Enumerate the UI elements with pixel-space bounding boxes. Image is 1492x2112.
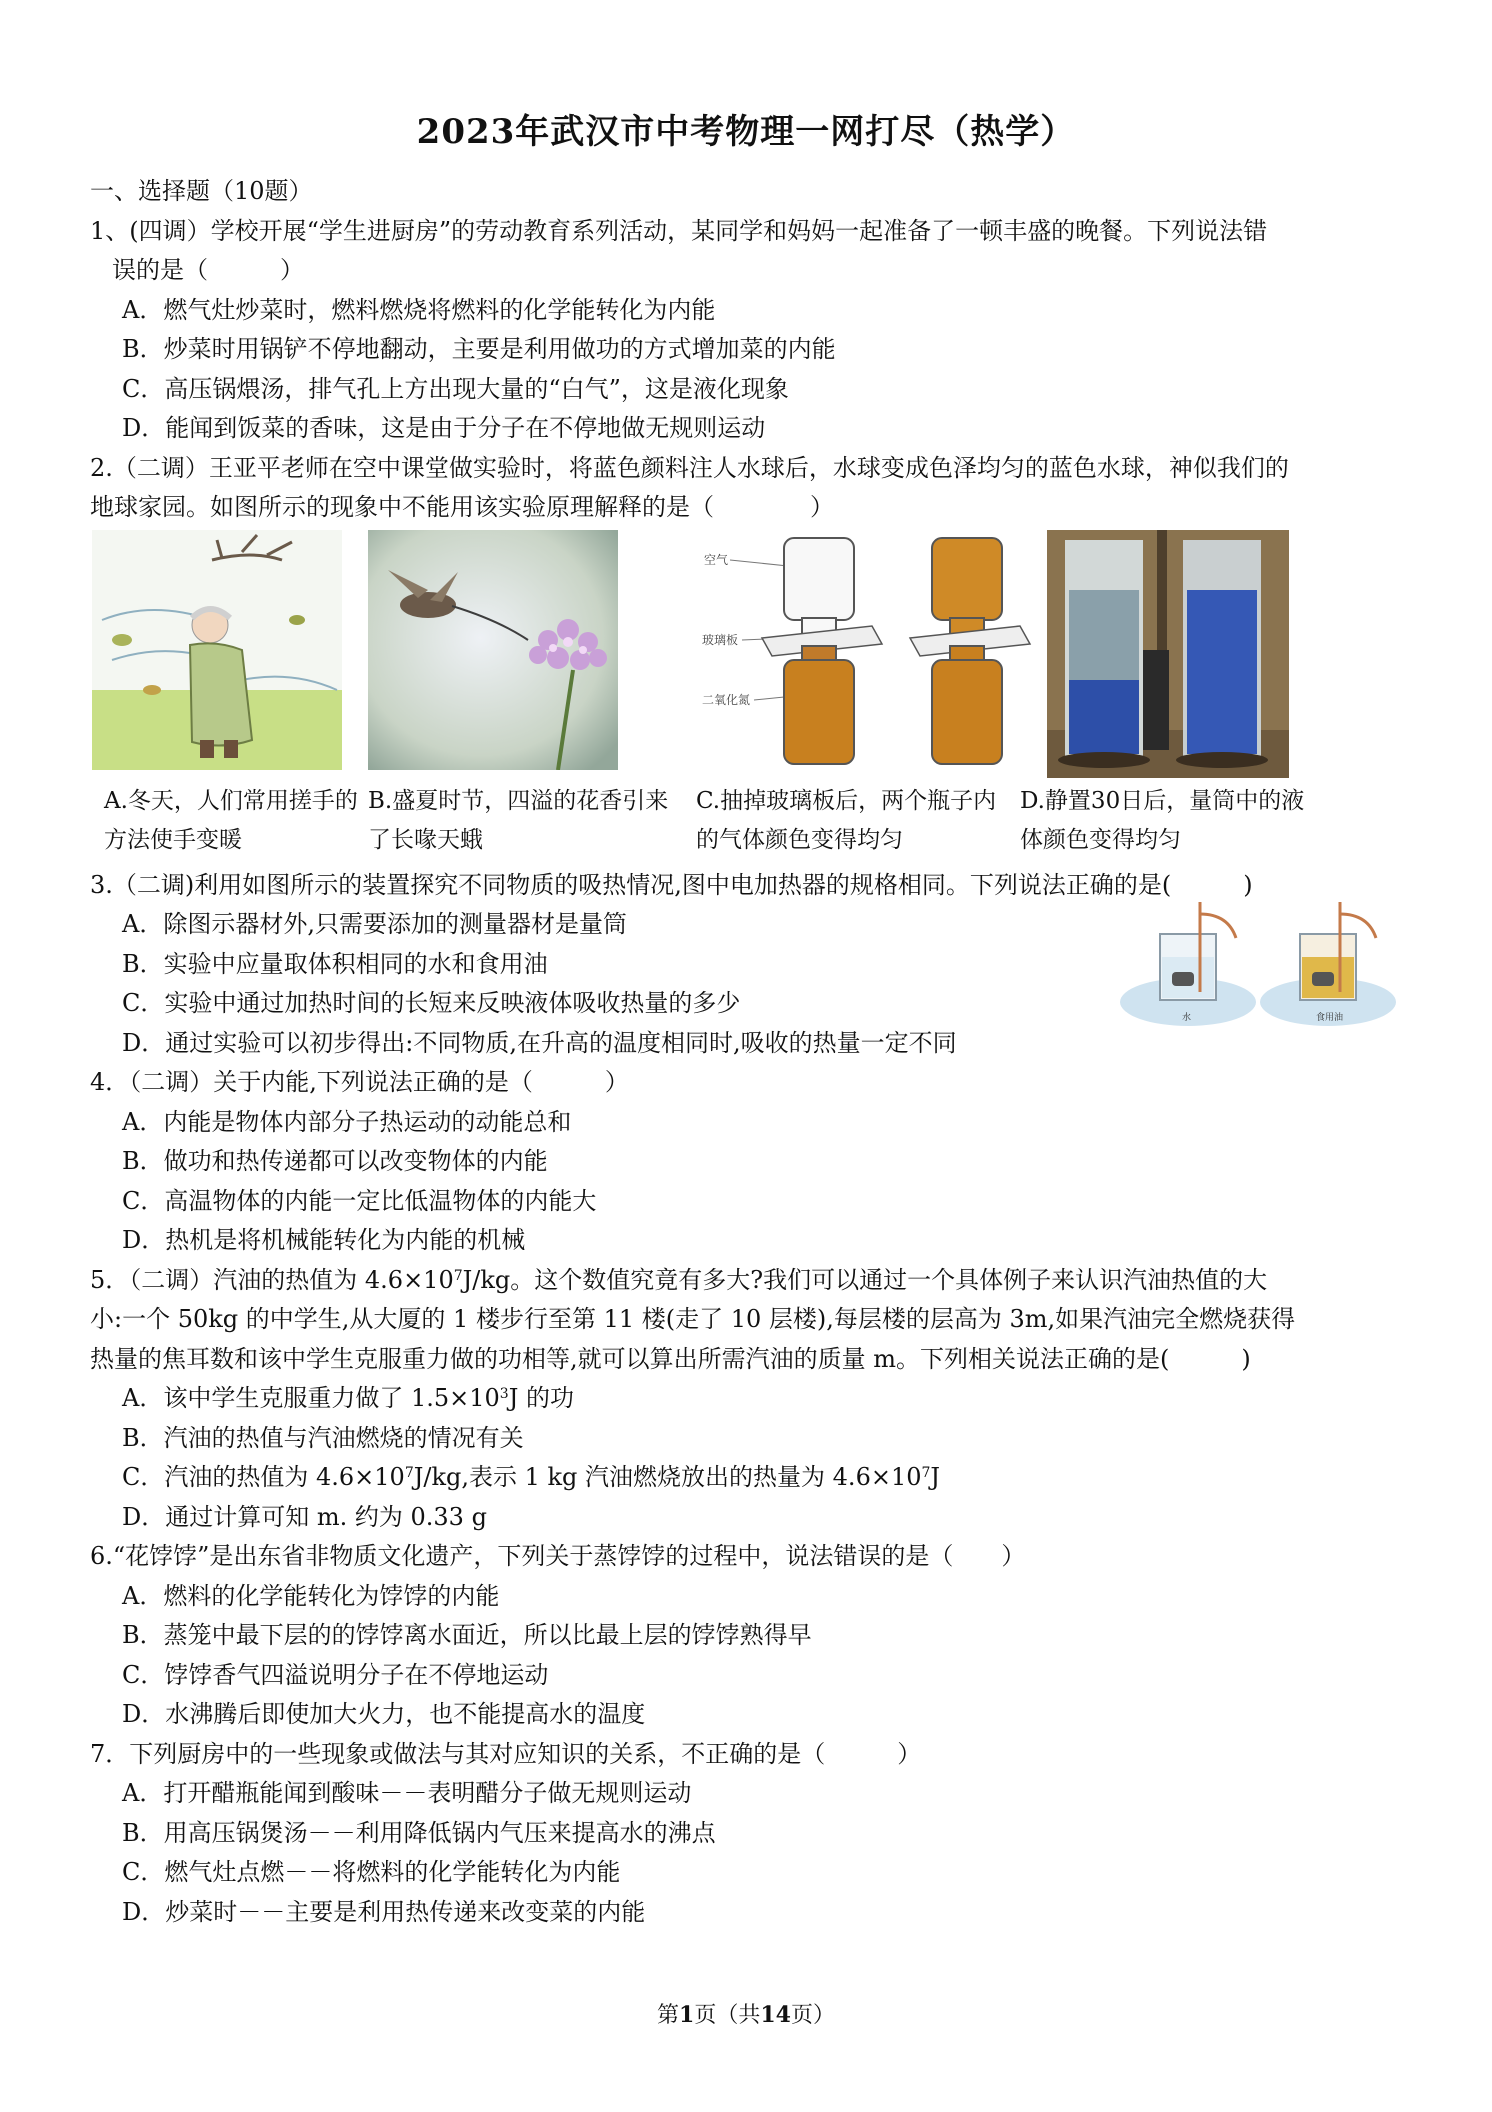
- question-stem: 误的是（ ）: [112, 256, 304, 284]
- question-3: [90, 866, 1412, 1064]
- question-1: [90, 212, 1412, 449]
- label-water: 水: [1182, 1012, 1192, 1023]
- caption-d: D.静置30日后，量筒中的液体颜色变得均匀: [1020, 787, 1305, 853]
- option-a: A．除图示器材外,只需要添加的测量器材是量筒: [122, 910, 627, 938]
- option-a: A．内能是物体内部分子热运动的动能总和: [122, 1107, 572, 1136]
- caption-c: C.抽掉玻璃板后，两个瓶子内的气体颜色变得均匀: [696, 787, 997, 853]
- figure-rubbing-hands: [92, 530, 342, 770]
- question-5: [90, 1261, 1412, 1538]
- option-d: D．通过实验可以初步得出:不同物质,在升高的温度相同时,吸收的热量一定不同: [122, 1028, 957, 1057]
- option-a: A．该中学生克服重力做了 $1.5\times 10^3J$ 的功: [122, 1384, 574, 1412]
- option-c: C．高温物体的内能一定比低温物体的内能大: [122, 1186, 597, 1215]
- option-a: A．燃气灶炒菜时，燃料燃烧将燃料的化学能转化为内能: [122, 295, 716, 324]
- option-b: B．汽油的热值与汽油燃烧的情况有关: [122, 1423, 524, 1452]
- figure-moth-flower: [368, 530, 618, 770]
- label-glass: 玻璃板: [702, 632, 739, 647]
- option-d: D．热机是将机械能转化为内能的机械: [122, 1226, 526, 1254]
- q2-figures: [90, 530, 1412, 866]
- option-a: A．燃料的化学能转化为饽饽的内能: [122, 1581, 500, 1610]
- question-stem: 小:一个 50kg 的中学生,从大厦的 1 楼步行至第 11 楼(走了 10 层楼),每层楼的层高为 3m,如果汽油完全燃烧获得: [90, 1305, 1296, 1333]
- section-heading: 一、选择题（10题）: [90, 177, 313, 205]
- question-stem: 地球家园。如图所示的现象中不能用该实验原理解释的是（ ）: [90, 493, 834, 521]
- question-stem: 4．（二调）关于内能,下列说法正确的是（ ）: [90, 1068, 629, 1096]
- option-c: C．燃气灶点燃－－将燃料的化学能转化为内能: [122, 1858, 621, 1886]
- option-b: B．炒菜时用锅铲不停地翻动，主要是利用做功的方式增加菜的内能: [122, 335, 836, 363]
- option-b: B．实验中应量取体积相同的水和食用油: [122, 949, 548, 978]
- option-c: C．汽油的热值为 $4.6\times 10^7J/kg$,表示 1 kg 汽油燃烧放出的热量为 $4.6\times 10^7J$: [122, 1463, 941, 1491]
- option-b: B．用高压锅煲汤－－利用降低锅内气压来提高水的沸点: [122, 1818, 716, 1847]
- question-stem: 2.（二调）王亚平老师在空中课堂做实验时，将蓝色颜料注人水球后，水球变成色泽均匀的蓝色水球，神似我们的: [90, 453, 1289, 482]
- question-4: [90, 1063, 1412, 1261]
- question-stem: 5．（二调）汽油的热值为 $4.6\times 10^7J/kg$。这个数值究竟有多大?我们可以通过一个具体例子来认识汽油热值的大: [90, 1265, 1268, 1294]
- caption-b: B.盛夏时节，四溢的花香引来了长喙天蛾: [368, 787, 669, 853]
- caption-a: A.冬天，人们常用搓手的方法使手变暖: [104, 787, 358, 853]
- question-7: [90, 1735, 1412, 1933]
- page-number: 第1页（共14页）: [657, 2002, 835, 2028]
- option-a: A．打开醋瓶能闻到酸味－－表明醋分子做无规则运动: [122, 1779, 692, 1807]
- option-c: C．饽饽香气四溢说明分子在不停地运动: [122, 1660, 549, 1689]
- question-stem: 热量的焦耳数和该中学生克服重力做的功相等,就可以算出所需汽油的质量 m。下列相关说法正确的是( ): [90, 1344, 1251, 1373]
- label-air: 空气: [704, 552, 729, 567]
- figure-cylinders: [1047, 530, 1289, 778]
- question-2: [90, 449, 1412, 866]
- page-title: 2023年武汉市中考物理一网打尽（热学）: [416, 112, 1076, 152]
- option-d: D．通过计算可知 m. 约为 0.33 g: [122, 1502, 487, 1531]
- label-no2: 二氧化氮: [702, 692, 751, 707]
- option-b: B．蒸笼中最下层的的饽饽离水面近，所以比最上层的饽饽熟得早: [122, 1621, 812, 1649]
- option-b: B．做功和热传递都可以改变物体的内能: [122, 1147, 548, 1175]
- option-d: D．炒菜时－－主要是利用热传递来改变菜的内能: [122, 1897, 646, 1926]
- question-stem: 3.（二调)利用如图所示的装置探究不同物质的吸热情况,图中电加热器的规格相同。下列说法正确的是( ): [90, 870, 1253, 899]
- figure-gas-bottles: [702, 526, 1032, 776]
- option-c: C．高压锅煨汤，排气孔上方出现大量的“白气”，这是液化现象: [122, 374, 789, 403]
- option-d: D．水沸腾后即使加大火力，也不能提高水的温度: [122, 1700, 646, 1728]
- question-6: [90, 1537, 1412, 1735]
- figure-heating-beakers: [1118, 902, 1418, 1032]
- question-stem: 7．下列厨房中的一些现象或做法与其对应知识的关系，不正确的是（ ）: [90, 1739, 922, 1768]
- option-d: D．能闻到饭菜的香味，这是由于分子在不停地做无规则运动: [122, 414, 766, 442]
- question-stem: 6.“花饽饽”是出东省非物质文化遗产，下列关于蒸饽饽的过程中，说法错误的是（ ）: [90, 1542, 1026, 1570]
- question-list: [90, 172, 1412, 1932]
- label-oil: 食用油: [1316, 1012, 1344, 1023]
- question-stem: 1、(四调）学校开展“学生进厨房”的劳动教育系列活动，某同学和妈妈一起准备了一顿丰盛的晚餐。下列说法错: [90, 216, 1268, 245]
- option-c: C．实验中通过加热时间的长短来反映液体吸收热量的多少: [122, 989, 741, 1017]
